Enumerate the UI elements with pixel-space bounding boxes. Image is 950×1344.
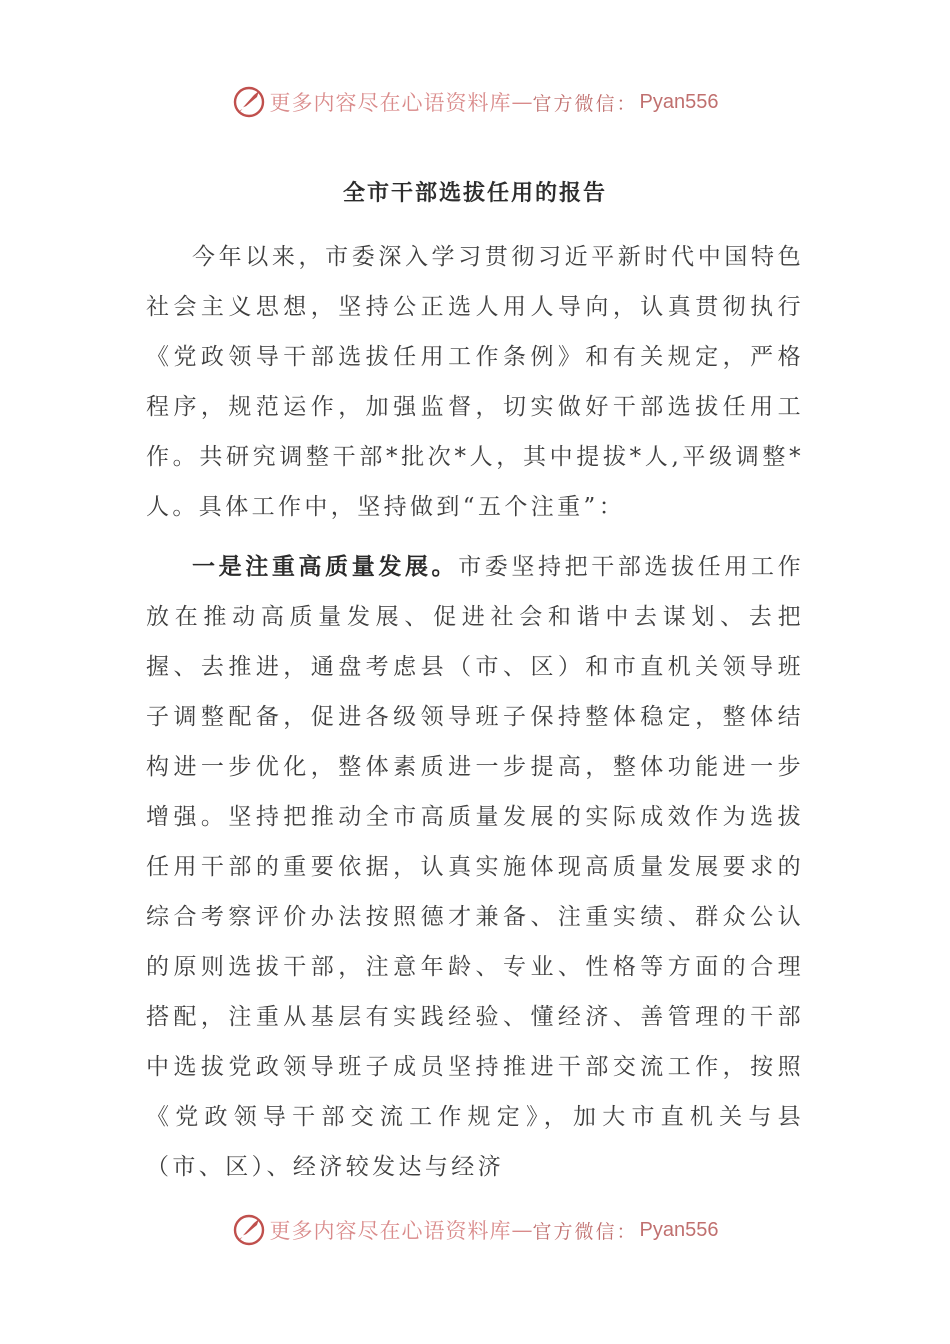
banner-wechat-label: 官方微信：	[532, 1220, 638, 1243]
document-body	[146, 232, 804, 1192]
paragraph-section-1	[146, 542, 804, 1192]
quill-pen-circle-icon	[232, 1213, 266, 1247]
footer-banner	[0, 1210, 950, 1250]
banner-slogan: 更多内容尽在心语资料库	[269, 91, 512, 115]
banner-dash: —	[511, 1218, 533, 1242]
banner-slogan: 更多内容尽在心语资料库	[269, 1219, 512, 1243]
paragraph-lead: 一是注重高质量发展。	[192, 554, 459, 580]
banner-account: Pyan556	[639, 90, 719, 113]
banner-account: Pyan556	[639, 1218, 719, 1241]
banner-dash: —	[511, 90, 533, 114]
paragraph-text: 市委坚持把干部选拔任用工作放在推动高质量发展、促进社会和谐中去谋划、去把握、去推进，通盘考虑县（市、区）和市直机关领导班子调整配备，促进各级领导班子保持整体稳定，整体结构进一步优化，整体素质进一步提高，整体功能进一步增强。坚持把推动全市高质量发展的实际成效作为选拔任用干部的重要依据，认真实施体现高质量发展要求的综合考察评价办法按照德才兼备、注重实绩、群众公认的原则选拔干部，注意年龄、专业、性格等方面的合理搭配，注重从基层有实践经验、懂经济、善管理的干部中选拔党政领导班子成员坚持推进干部交流工作，按照《党政领导干部交流工作规定》，加大市直机关与县（市、区）、经济较发达与经济	[146, 554, 805, 1180]
header-banner	[0, 82, 950, 122]
quill-pen-circle-icon	[232, 85, 266, 119]
banner-wechat-label: 官方微信：	[532, 92, 638, 115]
paragraph-intro: 今年以来，市委深入学习贯彻习近平新时代中国特色社会主义思想，坚持公正选人用人导向，认真贯彻执行《党政领导干部选拔任用工作条例》和有关规定，严格程序，规范运作，加强监督，切实做好干部选拔任用工作。共研究调整干部*批次*人，其中提拔*人,平级调整*人。具体工作中，坚持做到“五个注重”：	[146, 244, 804, 520]
page-title: 全市干部选拔任用的报告	[342, 181, 607, 206]
